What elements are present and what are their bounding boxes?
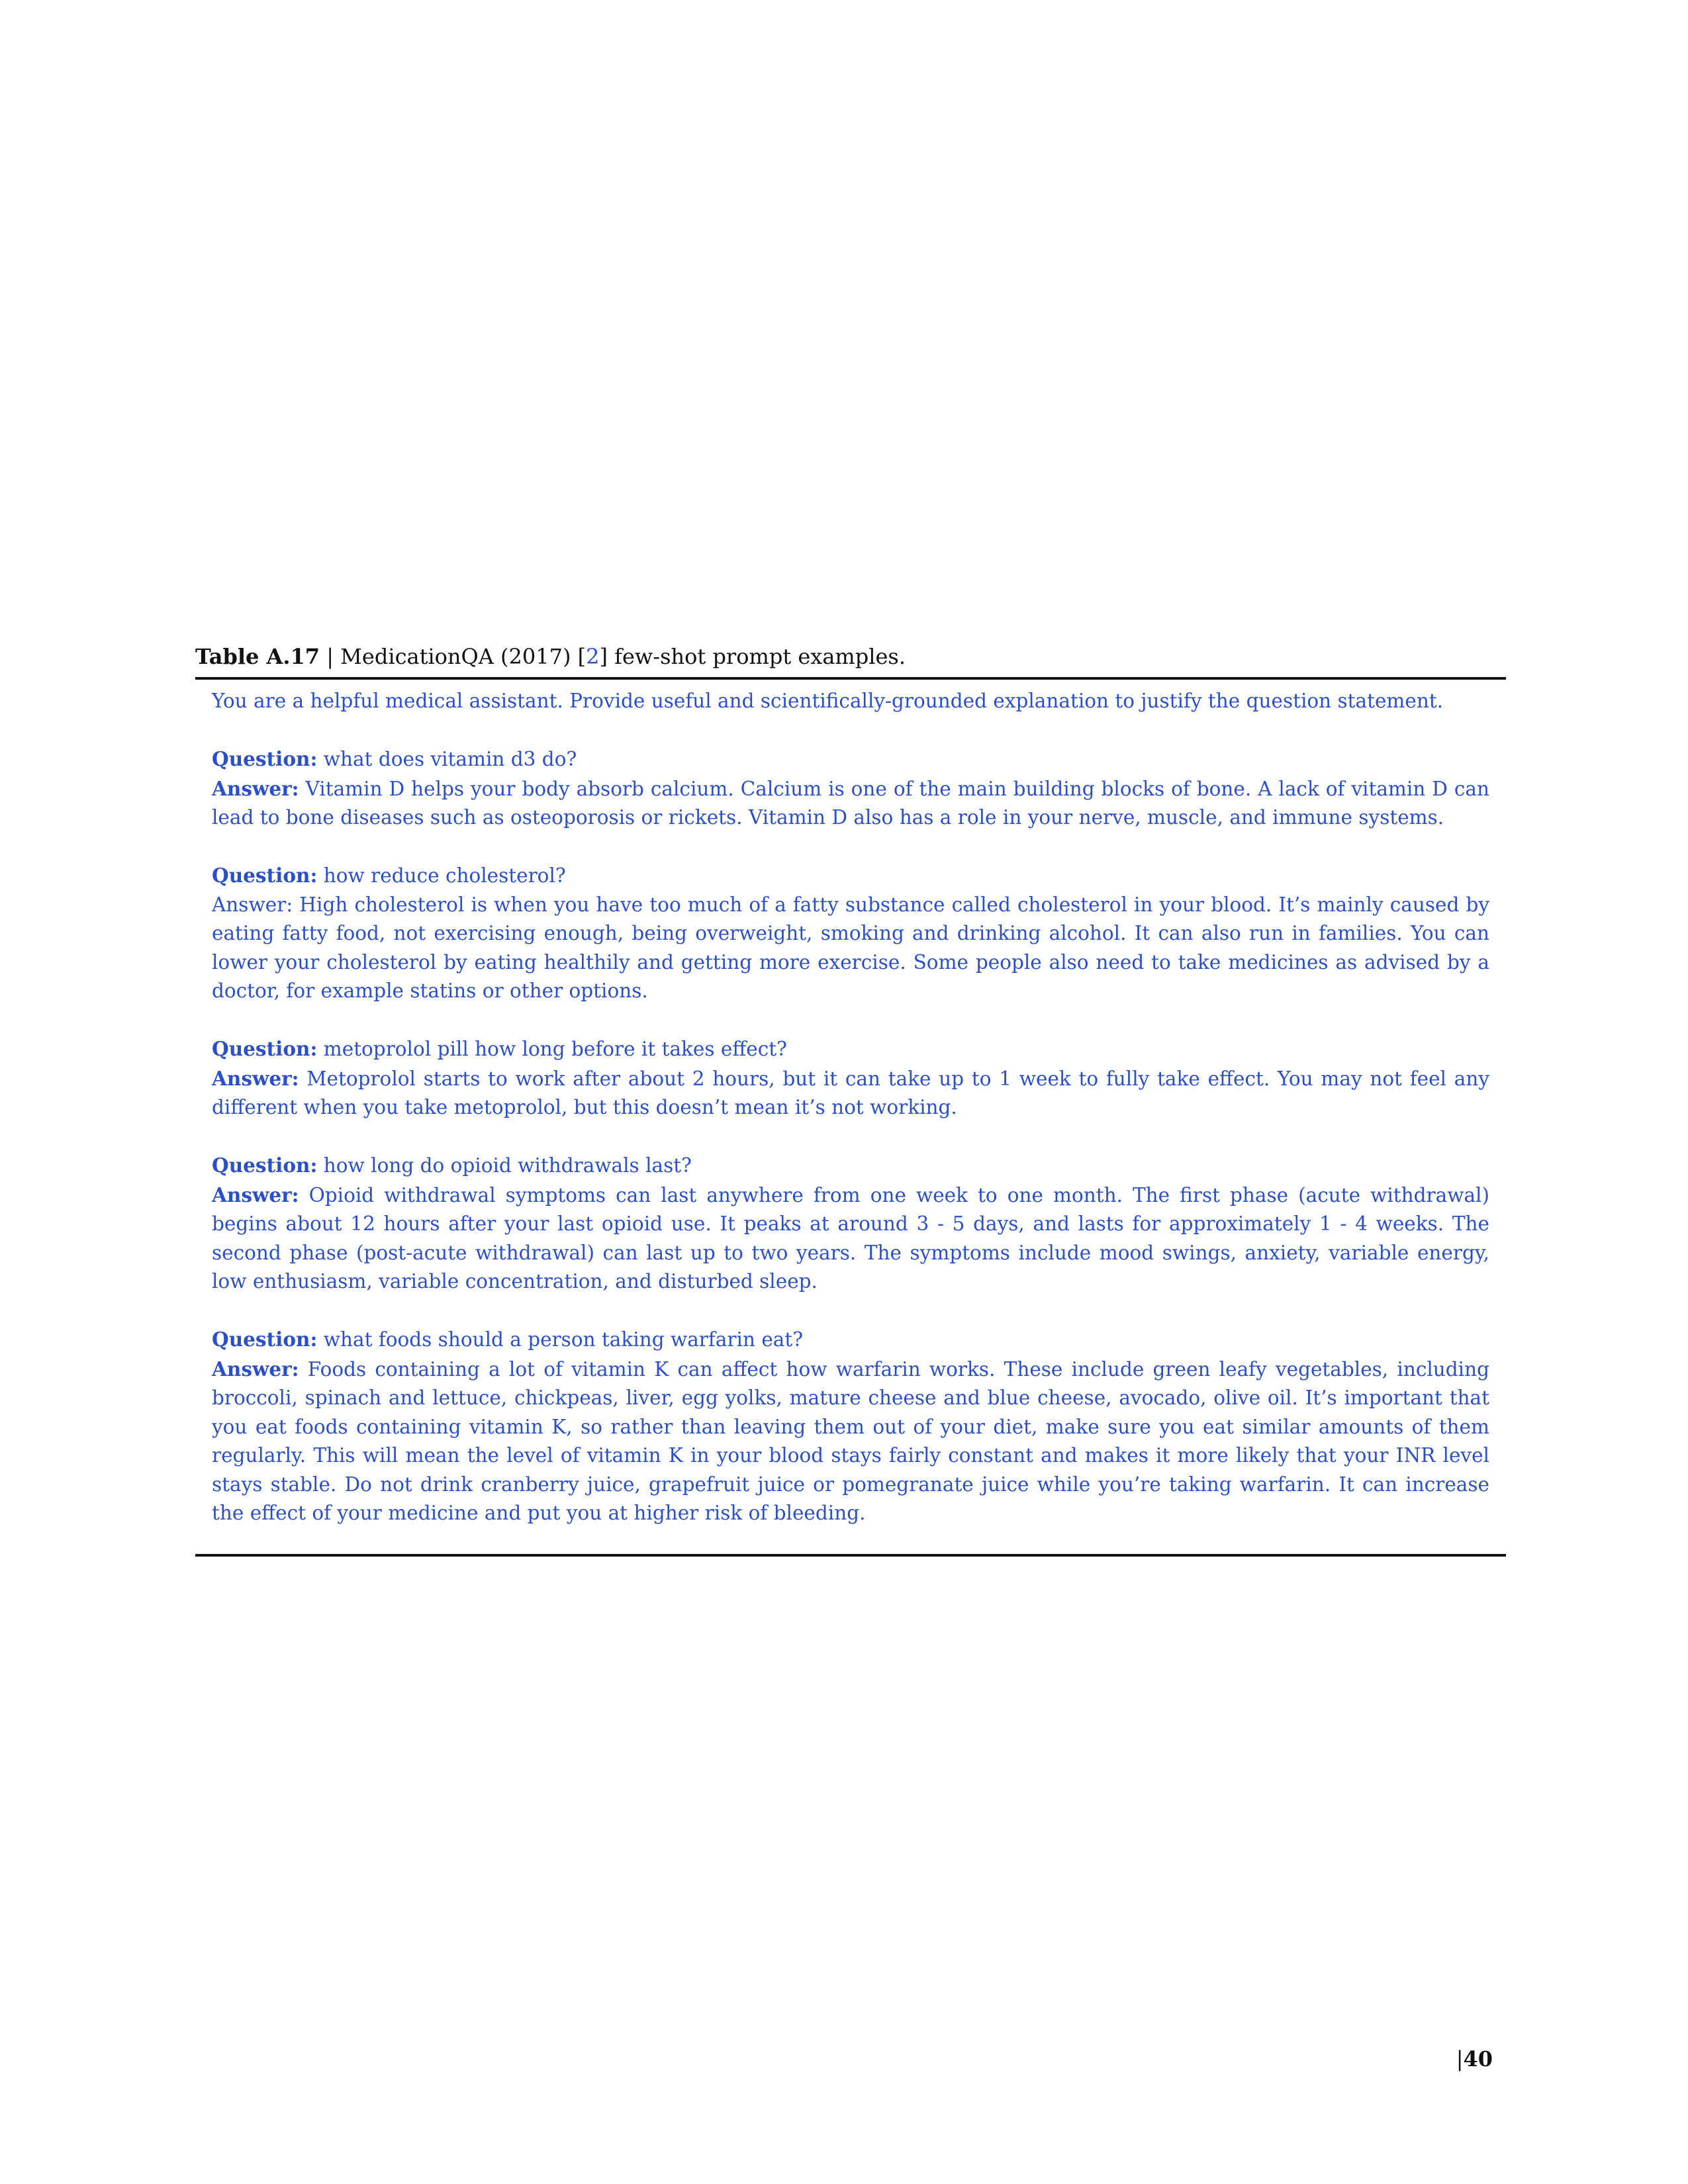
answer-line [212,1181,1489,1297]
qa-example-2 [212,861,1489,1006]
question-text: how reduce cholesterol? [323,864,566,887]
caption-text-before: MedicationQA (2017) [ [340,644,586,669]
question-text: how long do opioid withdrawals last? [323,1154,692,1177]
table-caption [195,642,1506,671]
caption-separator: | [320,644,341,669]
question-line [212,1325,1489,1355]
question-line [212,1151,1489,1181]
page-number [1456,2046,1493,2071]
question-text: what foods should a person taking warfarin eat? [323,1328,804,1351]
answer-label: Answer: [212,776,299,800]
qa-example-3 [212,1034,1489,1122]
system-instruction: You are a helpful medical assistant. Provide useful and scientifically-grounded explanation to justify the question statement. [212,690,1444,712]
answer-line: Answer: High cholesterol is when you have too much of a fatty substance called cholesterol in your blood. It’s mainly caused by eating fatty food, not exercising enough, being overweight, smoking and drinking alcohol. It can also run in families. You can lower your cholesterol by eating healthily and getting more exercise. Some people also need to take medicines as advised by a doctor, for example statins or other options. [212,893,1489,1002]
question-text: metoprolol pill how long before it takes effect? [323,1038,787,1060]
question-line [212,861,1489,891]
table-bottom-rule [195,1554,1506,1557]
question-text: what does vitamin d3 do? [323,748,577,770]
answer-label: Answer: [212,1183,299,1206]
answer-label: Answer: [212,1357,299,1381]
citation-link[interactable]: 2 [586,644,600,669]
table-label: Table A.17 [195,644,320,669]
question-line [212,1034,1489,1064]
page-bar: | [1456,2046,1464,2071]
page-number-value: 40 [1463,2046,1493,2071]
answer-text: Opioid withdrawal symptoms can last anywhere from one week to one month. The first phase (acute withdrawal) begins about 12 hours after your last opioid use. It peaks at around 3 - 5 days, and lasts for approximately 1 - 4 weeks. The second phase (post-acute withdrawal) can last up to two years. The symptoms include mood swings, anxiety, variable energy, low enthusiasm, variable concentration, and disturbed sleep. [212,1183,1489,1293]
question-label: Question: [212,747,318,770]
caption-text-after: ] few-shot prompt examples. [599,644,906,669]
answer-text: Metoprolol starts to work after about 2 hours, but it can take up to 1 week to fully take effect. You may not feel any different when you take metoprolol, but this doesn’t mean it’s not working. [212,1067,1489,1118]
question-label: Question: [212,1037,318,1060]
question-label: Question: [212,1328,318,1351]
answer-text: Foods containing a lot of vitamin K can affect how warfarin works. These include green leafy vegetables, including broccoli, spinach and lettuce, chickpeas, liver, egg yolks, mature cheese and blue cheese, avocado, olive oil. It’s important that you eat foods containing vitamin K, so rather than leaving them out of your diet, make sure you eat similar amounts of them regularly. This will mean the level of vitamin K in your blood stays fairly constant and makes it more likely that your INR level stays stable. Do not drink cranberry juice, grapefruit juice or pomegranate juice while you’re taking warfarin. It can increase the effect of your medicine and put you at higher risk of bleeding. [212,1357,1489,1524]
qa-example-4 [212,1151,1489,1297]
qa-example-1 [212,745,1489,833]
answer-line [212,774,1489,833]
answer-text: Vitamin D helps your body absorb calcium. Calcium is one of the main building blocks of bone. A lack of vitamin D can lead to bone diseases such as osteoporosis or rickets. Vitamin D also has a role in your nerve, muscle, and immune systems. [212,777,1489,829]
question-label: Question: [212,1154,318,1177]
table-top-rule [195,677,1506,680]
answer-line [212,1064,1489,1122]
question-label: Question: [212,864,318,887]
answer-line [212,1355,1489,1528]
prompt-box [212,687,1489,1528]
answer-label: Answer: [212,1066,299,1090]
qa-example-5 [212,1325,1489,1528]
question-line [212,745,1489,774]
